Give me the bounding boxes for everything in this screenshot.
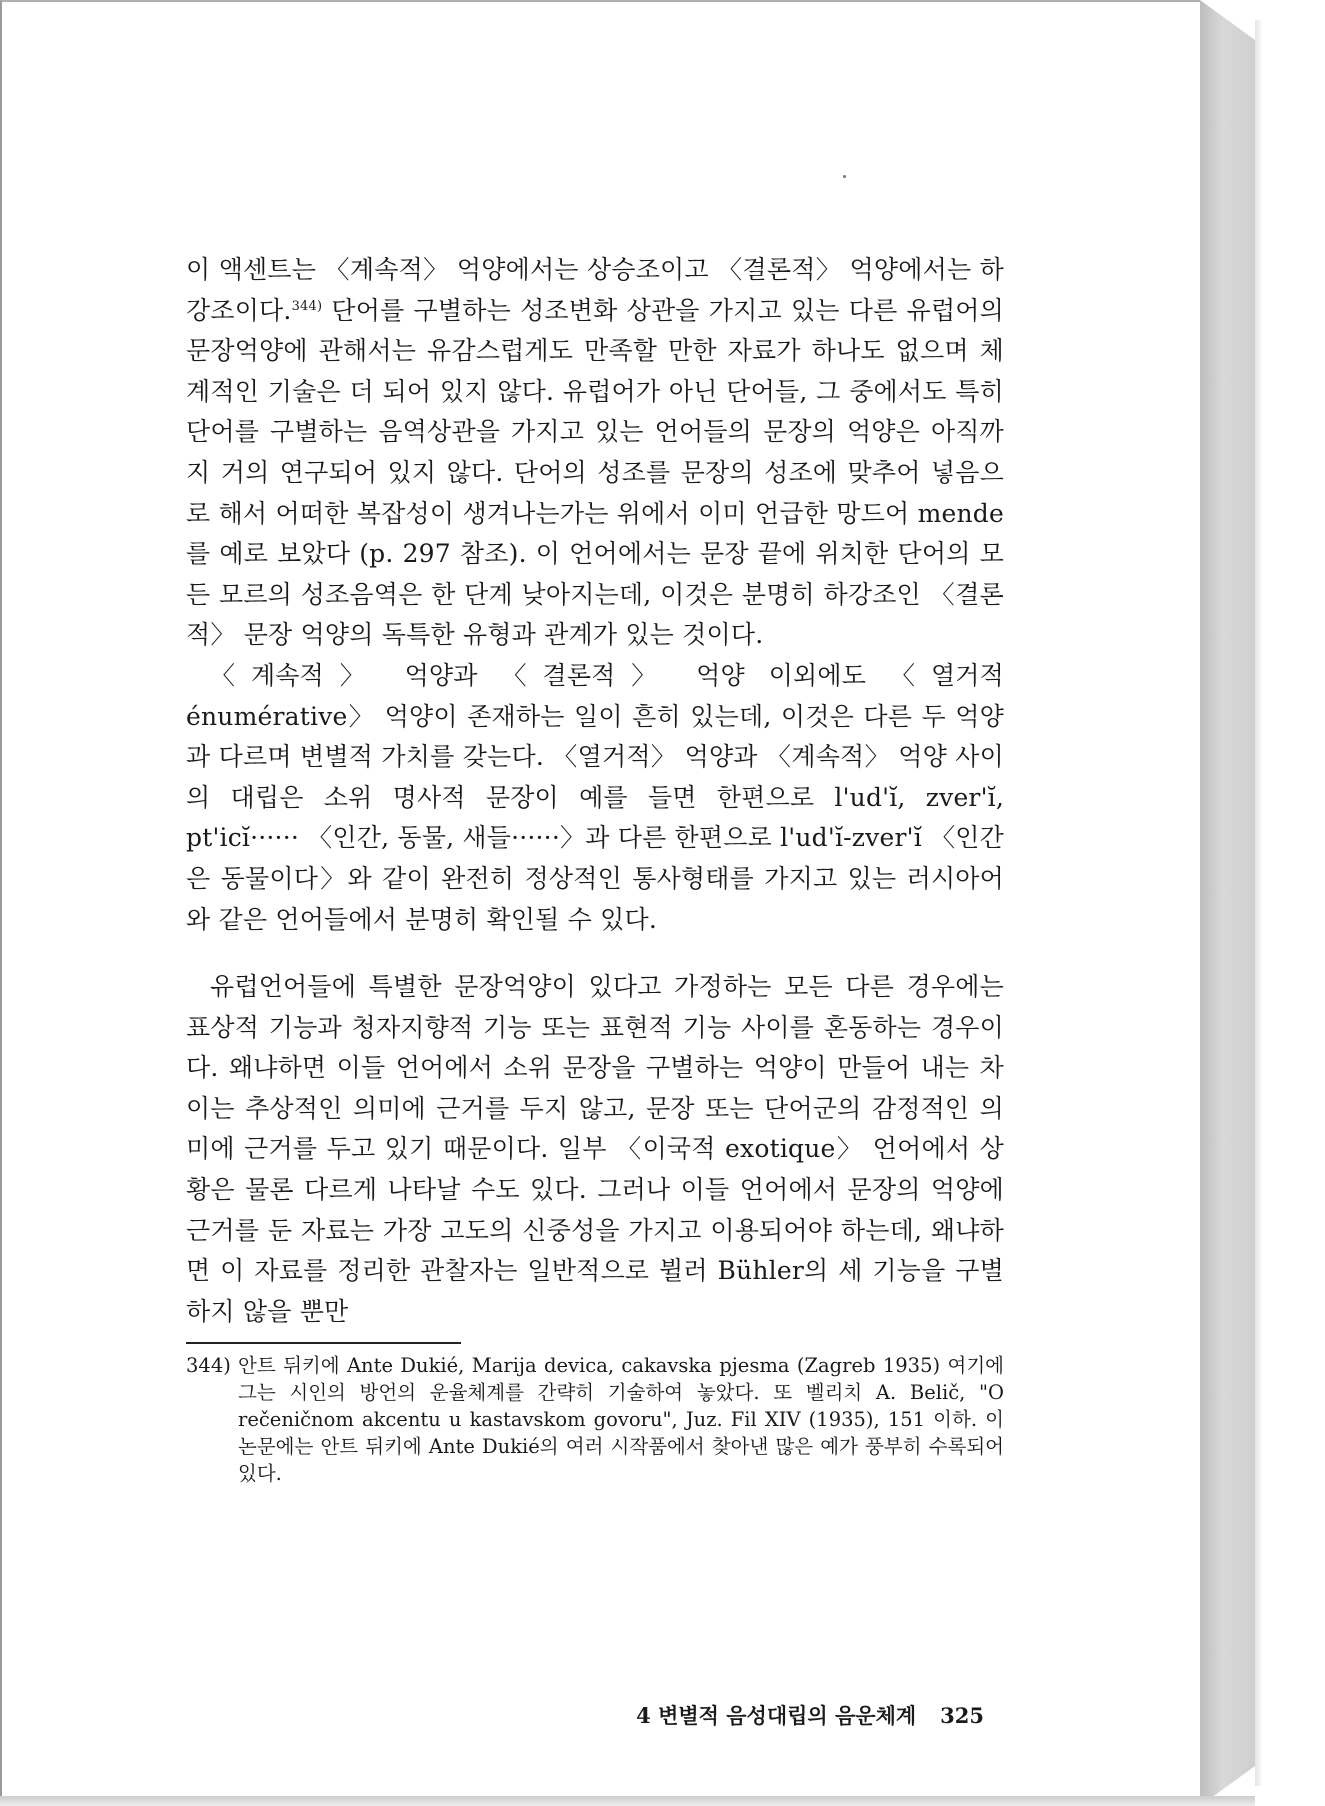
page-edge-shadow xyxy=(1200,0,1255,1806)
paragraph-2: 〈계속적〉 억양과 〈결론적〉 억양 이외에도 〈열거적 énumérative〉 억양이 존재하는 일이 흔히 있는데, 이것은 다른 두 억양과 다르며 변별적 가치를 갖는다. 〈열거적〉 억양과 〈계속적〉 억양 사이의 대립은 소위 명사적 문장이 예를 들면 한편으로 l'ud'ĭ, zver'ĭ, pt'icĭ······ 〈인간, 동물, 새들······〉과 다른 한편으로 l'ud'ĭ-zver'ĭ 〈인간은 동물이다〉와 같이 완전히 정상적인 통사형태를 가지고 있는 러시아어와 같은 언어들에서 분명히 확인될 수 있다. xyxy=(186,660,1004,934)
footnote-reference: 344) xyxy=(291,298,323,314)
page-content xyxy=(186,250,1004,1487)
scan-speck xyxy=(843,175,846,178)
page-footer xyxy=(186,1700,1004,1730)
bottom-edge xyxy=(0,1796,1255,1806)
running-footer-chapter: 4 변별적 음성대립의 음운체계 xyxy=(636,1703,917,1728)
right-shadow xyxy=(1255,20,1263,1786)
page-number: 325 xyxy=(940,1703,984,1728)
footnote xyxy=(186,1352,1004,1487)
paragraph-1 xyxy=(186,250,1004,656)
footnote-number: 344) xyxy=(186,1354,231,1378)
footnote-rule xyxy=(186,1342,461,1344)
paragraph-1-text-b: 단어를 구별하는 성조변화 상관을 가지고 있는 다른 유럽어의 문장억양에 관해서는 유감스럽게도 만족할 만한 자료가 하나도 없으며 체계적인 기술은 더 되어 있지 않다. 유럽어가 아닌 단어들, 그 중에서도 특히 단어를 구별하는 음역상관을 가지고 있는 언어들의 문장의 억양은 아직까지 거의 연구되어 있지 않다. 단어의 성조를 문장의 성조에 맞추어 넣음으로 해서 어떠한 복잡성이 생겨나는가는 위에서 이미 언급한 망드어 mende를 예로 보았다 (p. 297 참조). 이 언어에서는 문장 끝에 위치한 단어의 모든 모르의 성조음역은 한 단계 낮아지는데, 이것은 분명히 하강조인 〈결론적〉 문장 억양의 독특한 유형과 관계가 있는 것이다. xyxy=(186,295,1004,650)
paragraph-3: 유럽언어들에 특별한 문장억양이 있다고 가정하는 모든 다른 경우에는 표상적 기능과 청자지향적 기능 또는 표현적 기능 사이를 혼동하는 경우이다. 왜냐하면 이들 언어에서 소위 문장을 구별하는 억양이 만들어 내는 차이는 추상적인 의미에 근거를 두지 않고, 문장 또는 단어군의 감정적인 의미에 근거를 두고 있기 때문이다. 일부 〈이국적 exotique〉 언어에서 상황은 물론 다르게 나타날 수도 있다. 그러나 이들 언어에서 문장의 억양에 근거를 둔 자료는 가장 고도의 신중성을 가지고 이용되어야 하는데, 왜냐하면 이 자료를 정리한 관찰자는 일반적으로 뷜러 Bühler의 세 기능을 구별하지 않을 뿐만 xyxy=(186,972,1004,1326)
paragraph-1-text-a: 이 액센트는 〈계속적〉 억양에서는 상승조이고 〈결론적〉 억양에서는 하강조이다. xyxy=(186,255,1004,325)
footnote-text: 안트 뒤키에 Ante Dukié, Marija devica, cakavska pjesma (Zagreb 1935) 여기에 그는 시인의 방언의 운율체계를 간략히 기술하여 놓았다. 또 벨리치 A. Belič, "O rečeničnom akcentu u kastavskom govoru", Juz. Fil XIV (1935), 151 이하. 이 논문에는 안트 뒤키에 Ante Dukié의 여러 시작품에서 찾아낸 많은 예가 풍부히 수록되어 있다. xyxy=(238,1354,1004,1486)
